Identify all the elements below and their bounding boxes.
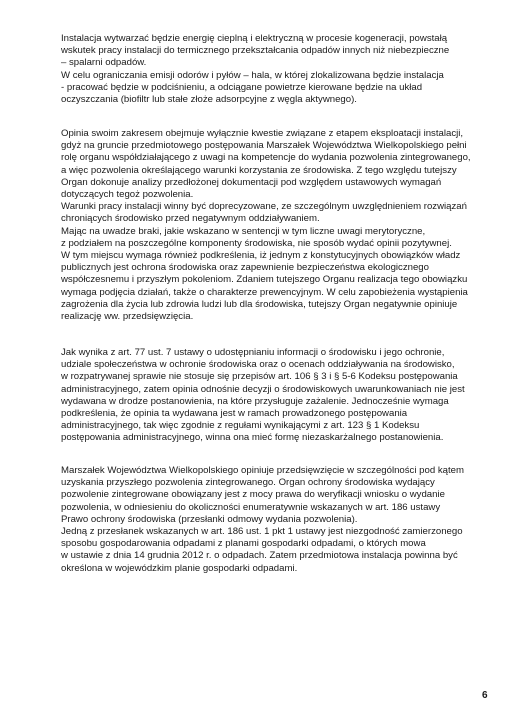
text-line: Jedną z przesłanek wskazanych w art. 186 ust. 1 pkt 1 ustawy jest niezgodność zamierzonego — [61, 526, 463, 538]
text-line: zagrożenia dla życia lub zdrowia ludzi lub dla środowiska, tutejszy Organ negatywnie opiniuje — [61, 298, 458, 310]
text-line: rolę organu współdziałającego z uwagi na kompetencje do wydania pozwolenia zintegrowanego, — [61, 152, 471, 164]
text-line: Prawo ochrony środowiska (przesłanki odmowy wydania pozwolenia). — [61, 513, 358, 525]
text-line: sposobu gospodarowania odpadami z planami gospodarki odpadami, o których mowa — [61, 538, 426, 550]
text-line: współczesnemu i przyszłym pokoleniom. Zdaniem tutejszego Organu realizacja tego obowiązku — [61, 274, 468, 286]
text-line: gdyż na gruncie przedmiotowego postępowania Marszałek Województwa Wielkopolskiego pełni — [61, 140, 467, 152]
text-line: pozwolenia, w odniesieniu do okoliczności enumeratywnie wskazanych w art. 186 ustawy — [61, 501, 441, 513]
text-line: określona w wojewódzkim planie gospodarki odpadami. — [61, 562, 298, 574]
paragraph-legal-basis — [61, 347, 481, 445]
text-line: w rozpatrywanej sprawie nie stosuje się przepisów art. 106 § 3 i § 5-6 Kodeksu postępowania — [61, 371, 458, 383]
text-line: Opinia swoim zakresem obejmuje wyłącznie kwestie związane z etapem eksploatacji instalacji, — [61, 128, 464, 139]
text-line: Instalacja wytwarzać będzie energię cieplną i elektryczną w procesie kogeneracji, powstałą — [61, 33, 448, 44]
text-line: realizację ww. przedsięwzięcia. — [61, 311, 194, 323]
paragraph-opinion-scope — [61, 128, 481, 323]
text-line: Mając na uwadze braki, jakie wskazano w sentencji w tym liczne uwagi merytoryczne, — [61, 225, 426, 237]
paragraph-installation — [61, 33, 481, 106]
text-line: a więc pozwolenia określającego warunki korzystania ze środowiska. Z tego względu tutejszy — [61, 164, 457, 176]
text-line: postępowania administracyjnego, winna ona mieć formę niezaskarżalnego postanowienia. — [61, 432, 444, 444]
text-line: uzyskania przyszłego pozwolenia zintegrowanego. Organ ochrony środowiska wydający — [61, 477, 435, 489]
text-line: administracyjnego, zatem opinia odnośnie decyzji o środowiskowych uwarunkowaniach nie jest — [61, 383, 465, 395]
text-line: Marszałek Województwa Wielkopolskiego opiniuje przedsięwzięcie w szczególności pod kątem — [61, 465, 464, 476]
text-line: W celu ograniczania emisji odorów i pyłów – hala, w której zlokalizowana będzie instalacja — [61, 69, 444, 81]
text-line: Warunki pracy instalacji winny być doprecyzowane, ze szczególnym uwzględnieniem rozwiązań — [61, 201, 467, 213]
text-line: pozwolenie zintegrowane obowiązany jest z mocy prawa do weryfikacji wniosku o wydanie — [61, 489, 445, 501]
text-line: Jak wynika z art. 77 ust. 7 ustawy o udostępnianiu informacji o środowisku i jego ochronie, — [61, 347, 445, 358]
text-line: udziale społeczeństwa w ochronie środowiska oraz o ocenach oddziaływania na środowisko, — [61, 359, 455, 371]
text-line: chroniących środowisko przed negatywnym oddziaływaniem. — [61, 213, 320, 225]
text-line: podkreślenia, że opinia ta wydawana jest w ramach prowadzonego postępowania — [61, 408, 408, 420]
text-line: publicznych jest ochrona środowiska oraz zapewnienie bezpieczeństwa ekologicznego — [61, 262, 429, 274]
paragraph-integrated-permit — [61, 465, 481, 575]
text-line: administracyjnego, tak więc zgodnie z regułami wynikającymi z art. 123 § 1 Kodeksu — [61, 420, 420, 432]
text-line: W tym miejscu wymaga również podkreślenia, iż jednym z konstytucyjnych obowiązków władz — [61, 250, 461, 262]
text-line: oczyszczania (biofiltr lub stałe złoże adsorpcyjne z węgla aktywnego). — [61, 94, 357, 106]
text-line: z podziałem na poszczególne komponenty środowiska, nie sposób wydać opinii pozytywnej. — [61, 237, 452, 249]
text-line: wymaga podjęcia działań, także o charakterze prewencyjnym. W celu zapobieżenia wystąpienia — [61, 286, 468, 298]
text-line: – spalarni odpadów. — [61, 57, 147, 69]
text-line: wskutek pracy instalacji do termicznego przekształcania odpadów innych niż niebezpieczne — [61, 45, 450, 57]
page-number: 6 — [482, 690, 488, 701]
text-line: w ustawie z dnia 14 grudnia 2012 r. o odpadach. Zatem przedmiotowa instalacja powinna być — [61, 550, 458, 562]
text-line: dotyczących tegoż pozwolenia. — [61, 189, 194, 201]
text-line: wydawana w drodze postanowienia, na które przysługuje zażalenie. Jednocześnie wymaga — [61, 395, 449, 407]
text-line: Organ dokonuje analizy przedłożonej dokumentacji pod względem ustawowych wymagań — [61, 176, 442, 188]
text-line: - pracować będzie w podciśnieniu, a odciągane powietrze kierowane będzie na układ — [61, 81, 423, 93]
